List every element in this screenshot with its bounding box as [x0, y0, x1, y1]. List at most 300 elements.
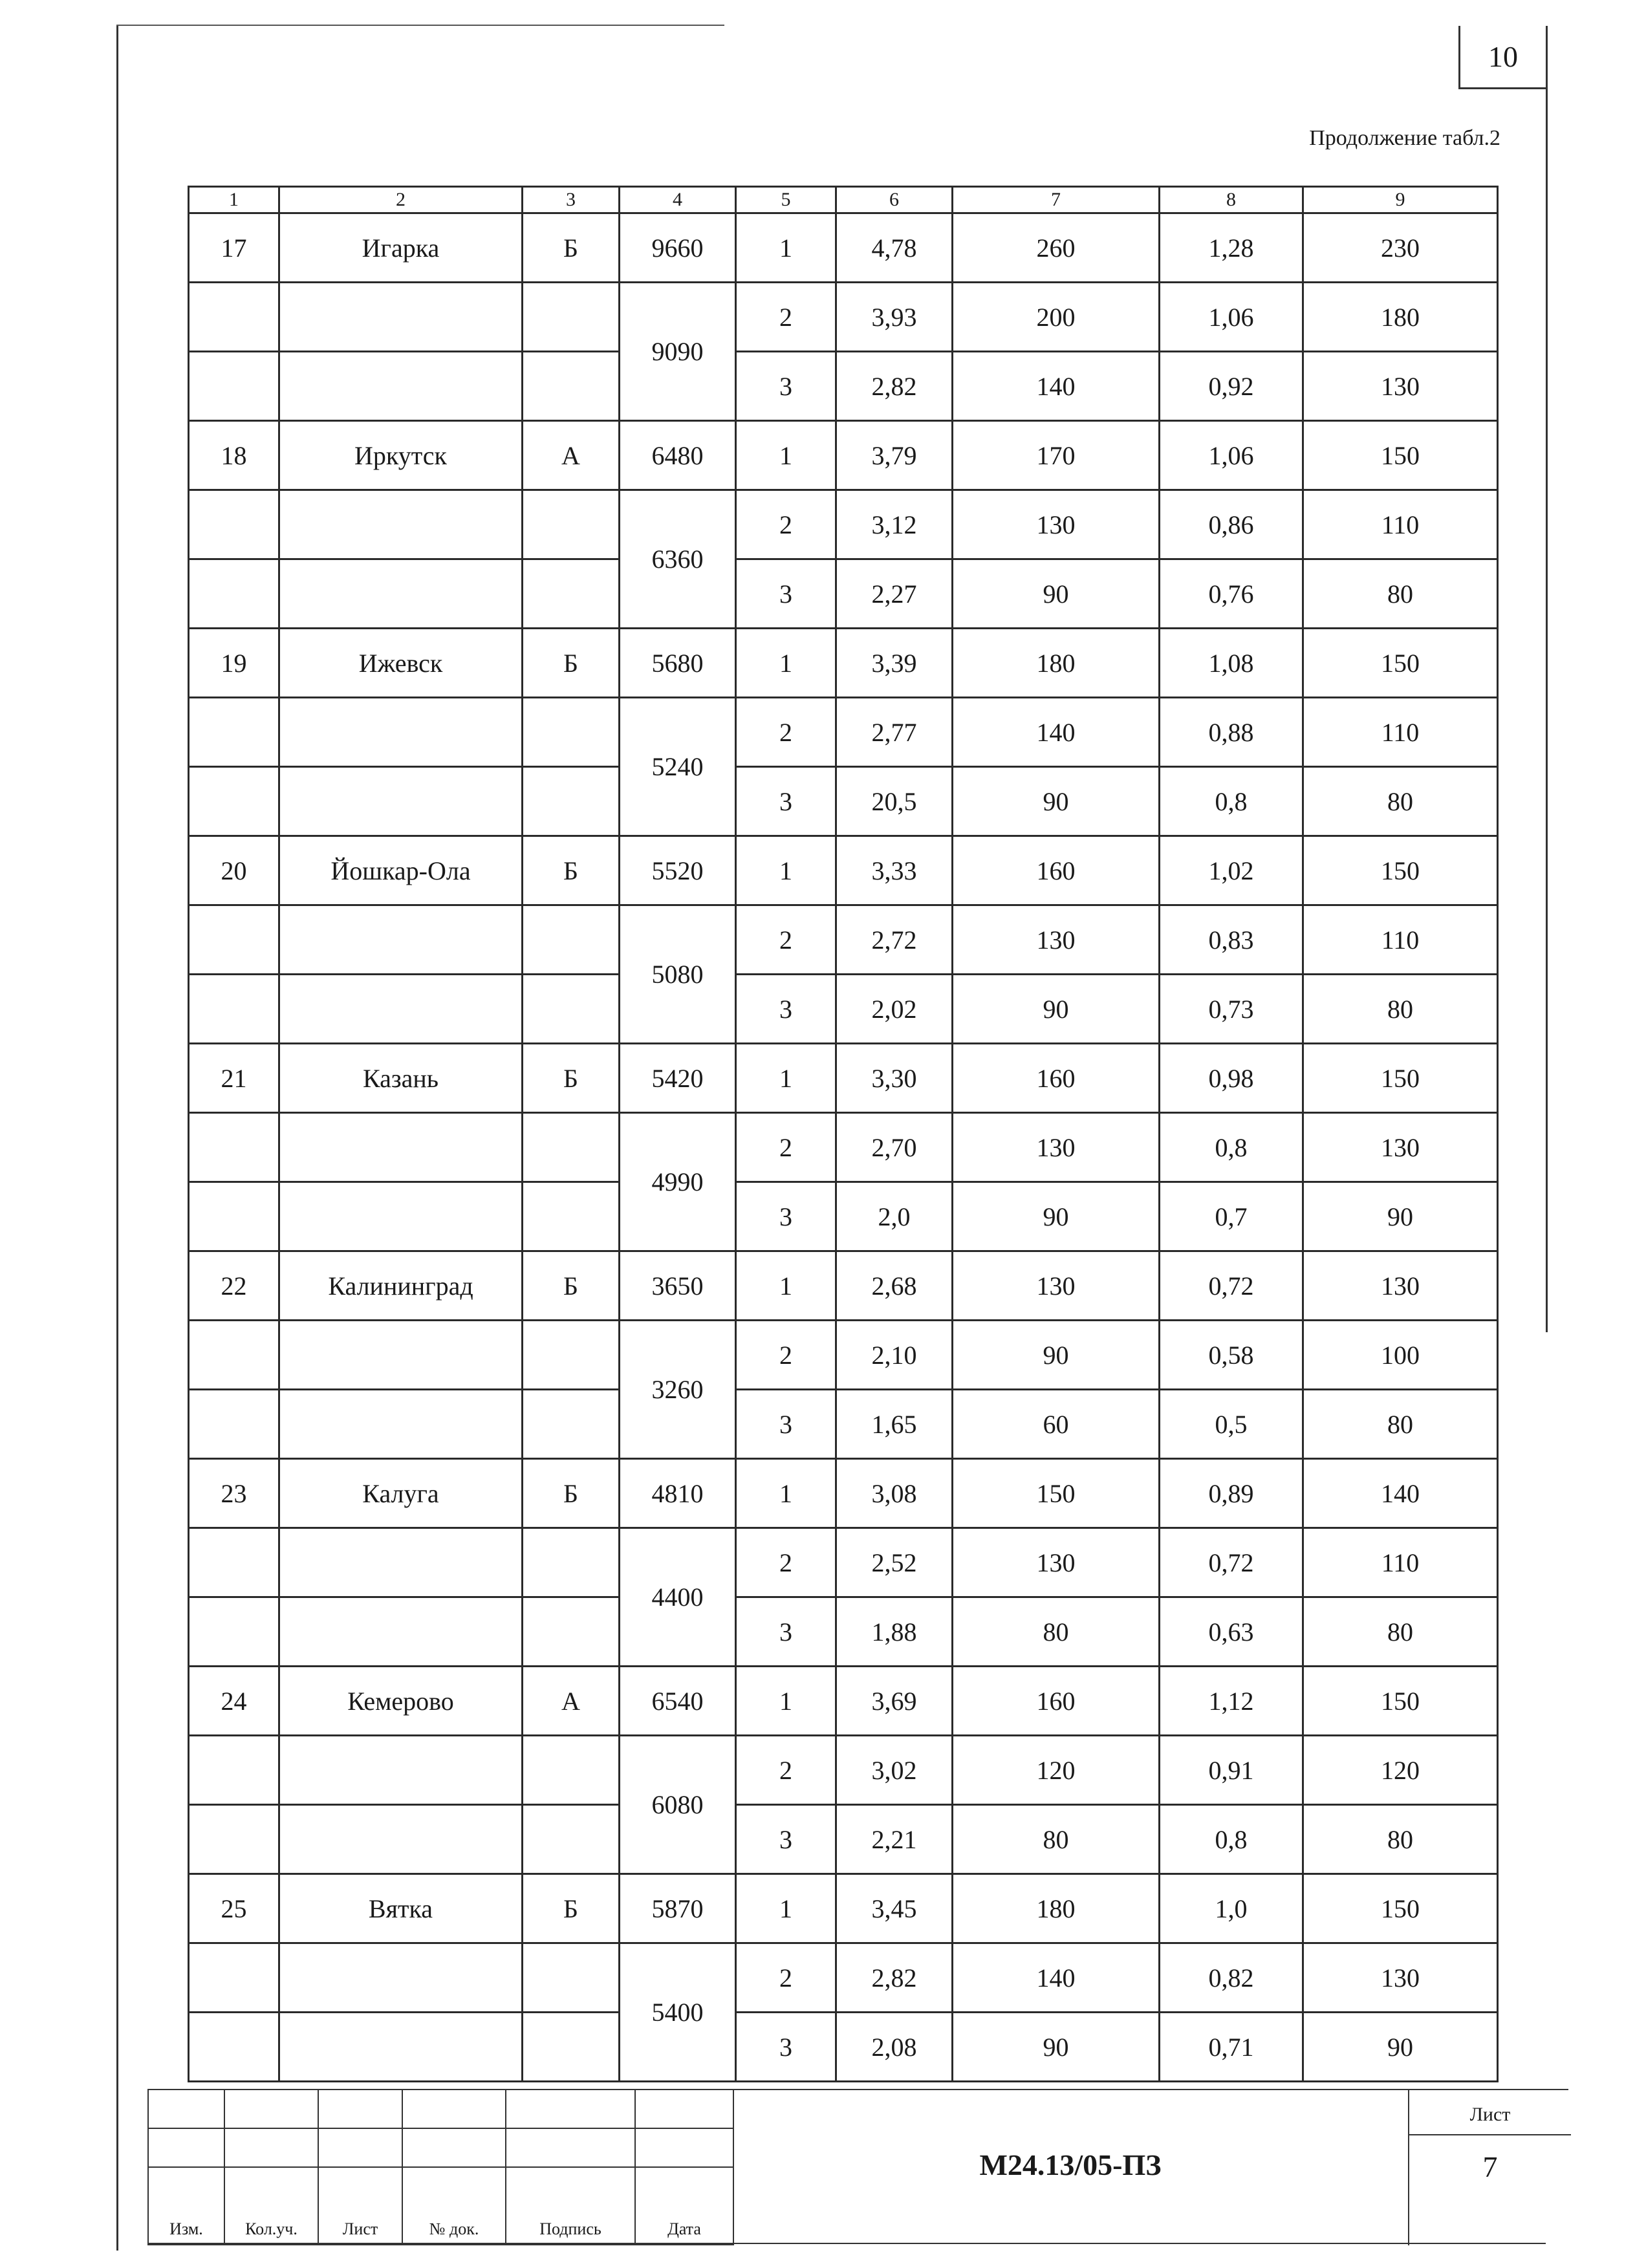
empty-no-cell: [189, 698, 279, 767]
c9-cell: 80: [1303, 559, 1498, 629]
header-cell: 5: [736, 187, 836, 213]
c5-cell: 2: [736, 283, 836, 352]
table-row: [189, 1736, 1498, 1805]
c5-cell: 3: [736, 559, 836, 629]
c8-cell: 0,88: [1160, 698, 1303, 767]
empty-zone-cell: [523, 1528, 620, 1597]
no-cell: 18: [189, 421, 279, 490]
c4-cell: 4810: [620, 1459, 736, 1528]
c7-cell: 60: [953, 1390, 1160, 1459]
c4-merged-cell: 6080: [620, 1736, 736, 1874]
table-row: [189, 2013, 1498, 2082]
header-cell: 2: [279, 187, 523, 213]
c8-cell: 0,98: [1160, 1044, 1303, 1113]
c5-cell: 3: [736, 1805, 836, 1874]
empty-city-cell: [279, 905, 523, 975]
empty-city-cell: [279, 352, 523, 421]
c6-cell: 2,0: [836, 1182, 953, 1251]
table-row: [189, 629, 1498, 698]
table-row: [189, 1044, 1498, 1113]
c9-cell: 130: [1303, 1113, 1498, 1182]
c8-cell: 0,76: [1160, 559, 1303, 629]
c6-cell: 2,27: [836, 559, 953, 629]
c9-cell: 80: [1303, 1597, 1498, 1667]
c6-cell: 2,02: [836, 975, 953, 1044]
c8-cell: 1,02: [1160, 836, 1303, 905]
empty-no-cell: [189, 1182, 279, 1251]
city-cell: Калининград: [279, 1251, 523, 1321]
empty-zone-cell: [523, 1597, 620, 1667]
c4-merged-cell: 3260: [620, 1321, 736, 1459]
sheet-label: Лист: [1409, 2095, 1571, 2135]
c4-merged-cell: 9090: [620, 283, 736, 421]
c8-cell: 1,08: [1160, 629, 1303, 698]
empty-city-cell: [279, 1597, 523, 1667]
table-row: [189, 1251, 1498, 1321]
c9-cell: 80: [1303, 1390, 1498, 1459]
c7-cell: 90: [953, 975, 1160, 1044]
empty-no-cell: [189, 352, 279, 421]
c6-cell: 1,65: [836, 1390, 953, 1459]
c5-cell: 3: [736, 1597, 836, 1667]
frame-left-line: [116, 26, 118, 2251]
header-cell: 9: [1303, 187, 1498, 213]
c8-cell: 0,8: [1160, 1805, 1303, 1874]
c6-cell: 2,82: [836, 1943, 953, 2013]
c9-cell: 150: [1303, 836, 1498, 905]
c9-cell: 90: [1303, 1182, 1498, 1251]
table-row: [189, 213, 1498, 283]
c8-cell: 1,12: [1160, 1667, 1303, 1736]
c7-cell: 90: [953, 559, 1160, 629]
c7-cell: 120: [953, 1736, 1160, 1805]
c7-cell: 90: [953, 1182, 1160, 1251]
sheet-number: 7: [1482, 2150, 1498, 2183]
stamp-cell: [506, 2090, 635, 2128]
table-row: [189, 352, 1498, 421]
c7-cell: 140: [953, 1943, 1160, 2013]
c8-cell: 0,91: [1160, 1736, 1303, 1805]
stamp-cell: [224, 2090, 318, 2128]
empty-zone-cell: [523, 975, 620, 1044]
c6-cell: 2,52: [836, 1528, 953, 1597]
table-row: [189, 559, 1498, 629]
c7-cell: 160: [953, 836, 1160, 905]
c5-cell: 3: [736, 2013, 836, 2082]
table-row: [189, 1113, 1498, 1182]
empty-city-cell: [279, 1321, 523, 1390]
c6-cell: 2,72: [836, 905, 953, 975]
empty-city-cell: [279, 490, 523, 559]
stamp-cell: [148, 2128, 224, 2167]
c4-cell: 3650: [620, 1251, 736, 1321]
table-row: [189, 698, 1498, 767]
empty-zone-cell: [523, 1321, 620, 1390]
c8-cell: 0,72: [1160, 1528, 1303, 1597]
revision-grid: [147, 2089, 734, 2245]
zone-cell: Б: [523, 1874, 620, 1943]
no-cell: 17: [189, 213, 279, 283]
stamp-cell: [318, 2090, 402, 2128]
stamp-cell: [402, 2128, 506, 2167]
c6-cell: 2,08: [836, 2013, 953, 2082]
city-cell: Иркутск: [279, 421, 523, 490]
stamp-cell: [148, 2090, 224, 2128]
c4-merged-cell: 6360: [620, 490, 736, 629]
c4-merged-cell: 5080: [620, 905, 736, 1044]
empty-no-cell: [189, 1597, 279, 1667]
continuation-label: Продолжение табл.2: [1309, 126, 1500, 150]
sheet-cell: [1408, 2090, 1571, 2245]
c6-cell: 3,93: [836, 283, 953, 352]
city-cell: Казань: [279, 1044, 523, 1113]
empty-zone-cell: [523, 698, 620, 767]
empty-city-cell: [279, 2013, 523, 2082]
city-cell: Игарка: [279, 213, 523, 283]
c6-cell: 2,82: [836, 352, 953, 421]
city-cell: Ижевск: [279, 629, 523, 698]
table-row: [189, 1528, 1498, 1597]
c8-cell: 1,06: [1160, 283, 1303, 352]
zone-cell: Б: [523, 1459, 620, 1528]
c7-cell: 160: [953, 1044, 1160, 1113]
c8-cell: 0,72: [1160, 1251, 1303, 1321]
stamp-label-izm: Изм.: [148, 2167, 224, 2245]
c5-cell: 3: [736, 767, 836, 836]
c8-cell: 0,63: [1160, 1597, 1303, 1667]
c7-cell: 140: [953, 352, 1160, 421]
empty-city-cell: [279, 559, 523, 629]
c5-cell: 1: [736, 1874, 836, 1943]
c9-cell: 230: [1303, 213, 1498, 283]
empty-no-cell: [189, 1113, 279, 1182]
stamp-bottom-line: [147, 2243, 1546, 2244]
empty-city-cell: [279, 283, 523, 352]
table-row: [189, 283, 1498, 352]
no-cell: 22: [189, 1251, 279, 1321]
c6-cell: 2,68: [836, 1251, 953, 1321]
c8-cell: 0,83: [1160, 905, 1303, 975]
table-row: [189, 1943, 1498, 2013]
empty-zone-cell: [523, 905, 620, 975]
no-cell: 19: [189, 629, 279, 698]
no-cell: 21: [189, 1044, 279, 1113]
c9-cell: 130: [1303, 352, 1498, 421]
stamp-cell: [635, 2090, 733, 2128]
c8-cell: 0,82: [1160, 1943, 1303, 2013]
table-row: [189, 1321, 1498, 1390]
table-row: [189, 1667, 1498, 1736]
c5-cell: 2: [736, 1736, 836, 1805]
c4-cell: 5420: [620, 1044, 736, 1113]
c6-cell: 3,30: [836, 1044, 953, 1113]
city-cell: Кемерово: [279, 1667, 523, 1736]
empty-no-cell: [189, 1321, 279, 1390]
empty-no-cell: [189, 1390, 279, 1459]
c9-cell: 80: [1303, 767, 1498, 836]
zone-cell: А: [523, 1667, 620, 1736]
c4-cell: 9660: [620, 213, 736, 283]
c8-cell: 0,5: [1160, 1390, 1303, 1459]
header-row: [189, 187, 1498, 213]
empty-city-cell: [279, 1736, 523, 1805]
c7-cell: 130: [953, 1251, 1160, 1321]
empty-zone-cell: [523, 1943, 620, 2013]
c7-cell: 80: [953, 1597, 1160, 1667]
c4-cell: 5680: [620, 629, 736, 698]
c7-cell: 130: [953, 905, 1160, 975]
c5-cell: 1: [736, 629, 836, 698]
empty-zone-cell: [523, 1113, 620, 1182]
c5-cell: 1: [736, 1667, 836, 1736]
city-cell: Йошкар-Ола: [279, 836, 523, 905]
c5-cell: 2: [736, 1943, 836, 2013]
table-row: [189, 1597, 1498, 1667]
c4-merged-cell: 4990: [620, 1113, 736, 1251]
c4-cell: 6540: [620, 1667, 736, 1736]
c6-cell: 2,77: [836, 698, 953, 767]
table-row: [189, 975, 1498, 1044]
stamp-cell: [506, 2128, 635, 2167]
c5-cell: 2: [736, 905, 836, 975]
stamp-label-list: Лист: [318, 2167, 402, 2245]
c7-cell: 180: [953, 1874, 1160, 1943]
c6-cell: 3,45: [836, 1874, 953, 1943]
no-cell: 25: [189, 1874, 279, 1943]
c5-cell: 2: [736, 1113, 836, 1182]
stamp-cell: [318, 2128, 402, 2167]
c9-cell: 150: [1303, 629, 1498, 698]
empty-no-cell: [189, 2013, 279, 2082]
header-cell: 4: [620, 187, 736, 213]
table-row: [189, 1390, 1498, 1459]
empty-city-cell: [279, 1805, 523, 1874]
c9-cell: 130: [1303, 1251, 1498, 1321]
c8-cell: 0,89: [1160, 1459, 1303, 1528]
city-cell: Калуга: [279, 1459, 523, 1528]
c9-cell: 90: [1303, 2013, 1498, 2082]
c8-cell: 0,92: [1160, 352, 1303, 421]
c7-cell: 140: [953, 698, 1160, 767]
zone-cell: А: [523, 421, 620, 490]
empty-city-cell: [279, 1943, 523, 2013]
c8-cell: 0,86: [1160, 490, 1303, 559]
page-number-top: 10: [1458, 26, 1546, 89]
c8-cell: 0,7: [1160, 1182, 1303, 1251]
stamp-cell: [224, 2128, 318, 2167]
c6-cell: 4,78: [836, 213, 953, 283]
empty-no-cell: [189, 490, 279, 559]
no-cell: 23: [189, 1459, 279, 1528]
c4-merged-cell: 5400: [620, 1943, 736, 2082]
c4-cell: 5520: [620, 836, 736, 905]
empty-no-cell: [189, 767, 279, 836]
zone-cell: Б: [523, 629, 620, 698]
zone-cell: Б: [523, 1044, 620, 1113]
table-row: [189, 1805, 1498, 1874]
empty-zone-cell: [523, 1805, 620, 1874]
c5-cell: 1: [736, 1044, 836, 1113]
c7-cell: 90: [953, 2013, 1160, 2082]
c6-cell: 3,39: [836, 629, 953, 698]
table-row: [189, 490, 1498, 559]
empty-city-cell: [279, 767, 523, 836]
c7-cell: 180: [953, 629, 1160, 698]
c6-cell: 2,21: [836, 1805, 953, 1874]
zone-cell: Б: [523, 213, 620, 283]
zone-cell: Б: [523, 1251, 620, 1321]
table-row: [189, 1459, 1498, 1528]
c6-cell: 20,5: [836, 767, 953, 836]
empty-no-cell: [189, 283, 279, 352]
c7-cell: 200: [953, 283, 1160, 352]
c5-cell: 3: [736, 1182, 836, 1251]
c4-merged-cell: 4400: [620, 1528, 736, 1667]
c5-cell: 3: [736, 352, 836, 421]
empty-city-cell: [279, 1182, 523, 1251]
c4-merged-cell: 5240: [620, 698, 736, 836]
c9-cell: 110: [1303, 490, 1498, 559]
empty-no-cell: [189, 1528, 279, 1597]
c8-cell: 0,71: [1160, 2013, 1303, 2082]
empty-zone-cell: [523, 559, 620, 629]
c5-cell: 2: [736, 1321, 836, 1390]
c7-cell: 130: [953, 1528, 1160, 1597]
c9-cell: 120: [1303, 1736, 1498, 1805]
empty-city-cell: [279, 1528, 523, 1597]
c4-cell: 6480: [620, 421, 736, 490]
table-row: [189, 1874, 1498, 1943]
c7-cell: 170: [953, 421, 1160, 490]
empty-city-cell: [279, 698, 523, 767]
c7-cell: 150: [953, 1459, 1160, 1528]
table-row: [189, 905, 1498, 975]
empty-zone-cell: [523, 1182, 620, 1251]
c5-cell: 1: [736, 421, 836, 490]
c9-cell: 130: [1303, 1943, 1498, 2013]
c7-cell: 130: [953, 1113, 1160, 1182]
c8-cell: 0,73: [1160, 975, 1303, 1044]
c7-cell: 90: [953, 767, 1160, 836]
c8-cell: 1,06: [1160, 421, 1303, 490]
table-row: [189, 836, 1498, 905]
empty-zone-cell: [523, 283, 620, 352]
stamp-cell: [635, 2128, 733, 2167]
empty-no-cell: [189, 975, 279, 1044]
header-cell: 7: [953, 187, 1160, 213]
c6-cell: 1,88: [836, 1597, 953, 1667]
empty-zone-cell: [523, 2013, 620, 2082]
stamp-label-kol-uch: Кол.уч.: [224, 2167, 318, 2245]
c9-cell: 150: [1303, 421, 1498, 490]
header-cell: 1: [189, 187, 279, 213]
empty-no-cell: [189, 1805, 279, 1874]
c9-cell: 110: [1303, 905, 1498, 975]
zone-cell: Б: [523, 836, 620, 905]
no-cell: 24: [189, 1667, 279, 1736]
c7-cell: 160: [953, 1667, 1160, 1736]
table-row: [189, 767, 1498, 836]
empty-zone-cell: [523, 490, 620, 559]
c5-cell: 3: [736, 1390, 836, 1459]
stamp-label-doc-no: № док.: [402, 2167, 506, 2245]
document-code-area: [733, 2089, 1568, 2245]
title-block: [147, 2089, 1546, 2244]
table-row: [189, 1182, 1498, 1251]
c9-cell: 80: [1303, 1805, 1498, 1874]
empty-no-cell: [189, 1736, 279, 1805]
c9-cell: 80: [1303, 975, 1498, 1044]
c8-cell: 0,58: [1160, 1321, 1303, 1390]
c7-cell: 130: [953, 490, 1160, 559]
empty-no-cell: [189, 1943, 279, 2013]
c8-cell: 1,28: [1160, 213, 1303, 283]
stamp-label-date: Дата: [635, 2167, 733, 2245]
c8-cell: 0,8: [1160, 1113, 1303, 1182]
c9-cell: 150: [1303, 1044, 1498, 1113]
c6-cell: 3,33: [836, 836, 953, 905]
header-cell: 6: [836, 187, 953, 213]
c9-cell: 100: [1303, 1321, 1498, 1390]
c7-cell: 90: [953, 1321, 1160, 1390]
c5-cell: 2: [736, 490, 836, 559]
document-code: М24.13/05-ПЗ: [979, 2148, 1162, 2181]
c9-cell: 110: [1303, 1528, 1498, 1597]
c7-cell: 260: [953, 213, 1160, 283]
table-body: [189, 213, 1498, 2082]
c5-cell: 1: [736, 836, 836, 905]
city-cell: Вятка: [279, 1874, 523, 1943]
c9-cell: 140: [1303, 1459, 1498, 1528]
c5-cell: 1: [736, 213, 836, 283]
c6-cell: 3,08: [836, 1459, 953, 1528]
header-cell: 3: [523, 187, 620, 213]
empty-no-cell: [189, 905, 279, 975]
c5-cell: 1: [736, 1459, 836, 1528]
c5-cell: 3: [736, 975, 836, 1044]
stamp-label-signature: Подпись: [506, 2167, 635, 2245]
c4-cell: 5870: [620, 1874, 736, 1943]
empty-zone-cell: [523, 1390, 620, 1459]
empty-city-cell: [279, 1390, 523, 1459]
c9-cell: 110: [1303, 698, 1498, 767]
frame-right-line: [1546, 26, 1548, 1332]
c5-cell: 2: [736, 1528, 836, 1597]
empty-city-cell: [279, 1113, 523, 1182]
c5-cell: 1: [736, 1251, 836, 1321]
c6-cell: 2,10: [836, 1321, 953, 1390]
c6-cell: 3,12: [836, 490, 953, 559]
c9-cell: 180: [1303, 283, 1498, 352]
frame-top-line: [116, 25, 724, 26]
empty-zone-cell: [523, 767, 620, 836]
data-table: [188, 186, 1499, 2082]
c6-cell: 2,70: [836, 1113, 953, 1182]
header-cell: 8: [1160, 187, 1303, 213]
stamp-cell: [402, 2090, 506, 2128]
c6-cell: 3,79: [836, 421, 953, 490]
empty-zone-cell: [523, 352, 620, 421]
no-cell: 20: [189, 836, 279, 905]
table-row: [189, 421, 1498, 490]
c5-cell: 2: [736, 698, 836, 767]
c9-cell: 150: [1303, 1874, 1498, 1943]
empty-no-cell: [189, 559, 279, 629]
c9-cell: 150: [1303, 1667, 1498, 1736]
empty-zone-cell: [523, 1736, 620, 1805]
c8-cell: 0,8: [1160, 767, 1303, 836]
c8-cell: 1,0: [1160, 1874, 1303, 1943]
